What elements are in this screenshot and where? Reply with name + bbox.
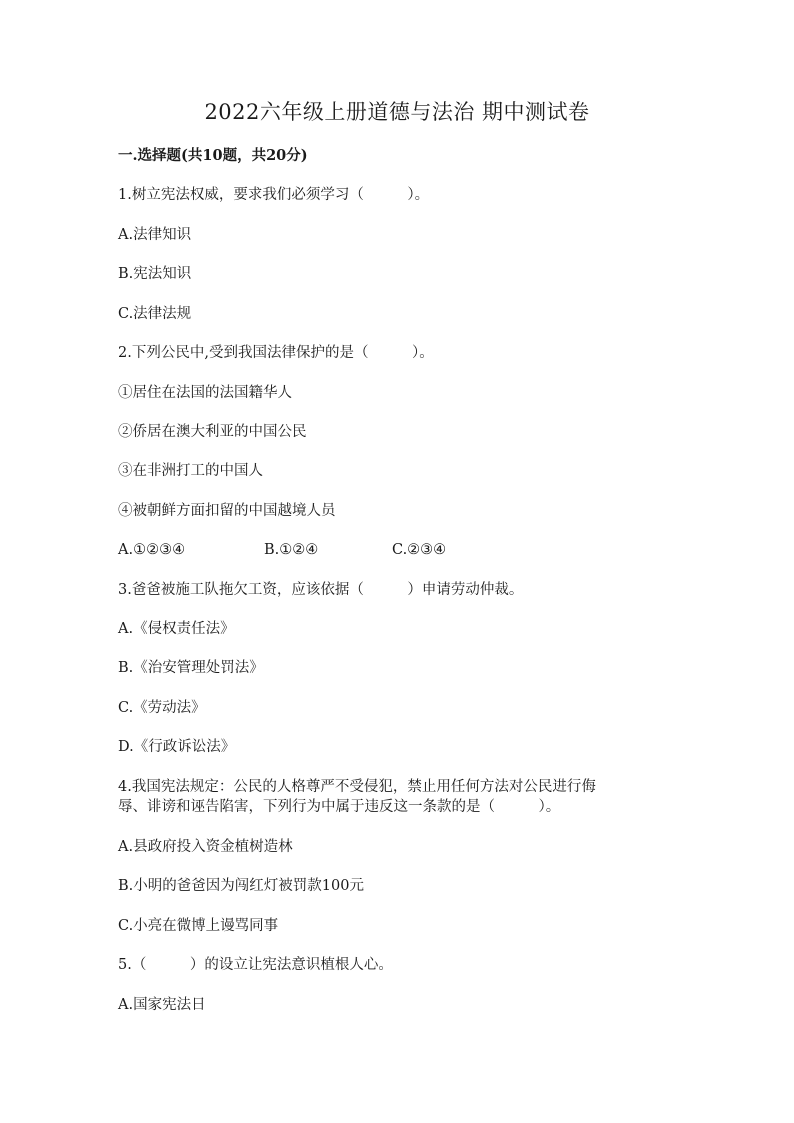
question-5-stem: 5.（ ）的设立让宪法意识植根人心。: [118, 957, 393, 973]
question-4-option-b: B.小明的爸爸因为闯红灯被罚款100元: [118, 878, 364, 894]
question-3-stem: 3.爸爸被施工队拖欠工资，应该依据（ ）申请劳动仲裁。: [118, 582, 524, 598]
question-4-option-a: A.县政府投入资金植树造林: [118, 839, 293, 855]
question-1-option-a: A.法律知识: [118, 227, 192, 243]
question-2-option-a: A.①②③④: [118, 542, 186, 558]
exam-title: 2022六年级上册道德与法治 期中测试卷: [204, 100, 590, 124]
question-2-item-4: ④被朝鲜方面扣留的中国越境人员: [118, 503, 336, 519]
question-2-option-c: C.②③④: [392, 542, 447, 558]
question-1-option-b: B.宪法知识: [118, 266, 192, 282]
question-2-option-b: B.①②④: [264, 542, 319, 558]
question-3-option-b: B.《治安管理处罚法》: [118, 660, 264, 676]
question-4-stem-line-1: 4.我国宪法规定：公民的人格尊严不受侵犯，禁止用任何方法对公民进行侮: [118, 779, 596, 795]
question-2-item-2: ②侨居在澳大利亚的中国公民: [118, 424, 307, 440]
question-3-option-d: D.《行政诉讼法》: [118, 739, 236, 755]
question-4-option-c: C.小亮在微博上谩骂同事: [118, 918, 279, 934]
question-1-option-c: C.法律法规: [118, 306, 192, 322]
question-5-option-a: A.国家宪法日: [118, 997, 206, 1013]
question-4-stem-line-2: 辱、诽谤和诬告陷害，下列行为中属于违反这一条款的是（ ）。: [118, 799, 561, 815]
question-3-option-c: C.《劳动法》: [118, 700, 206, 716]
question-1-stem: 1.树立宪法权威，要求我们必须学习（ ）。: [118, 187, 430, 203]
section-heading: 一.选择题(共10题，共20分): [118, 147, 308, 164]
question-3-option-a: A.《侵权责任法》: [118, 621, 235, 637]
question-2-item-1: ①居住在法国的法国籍华人: [118, 385, 292, 401]
question-2-stem: 2.下列公民中,受到我国法律保护的是（ ）。: [118, 345, 434, 361]
question-2-item-3: ③在非洲打工的中国人: [118, 463, 263, 479]
